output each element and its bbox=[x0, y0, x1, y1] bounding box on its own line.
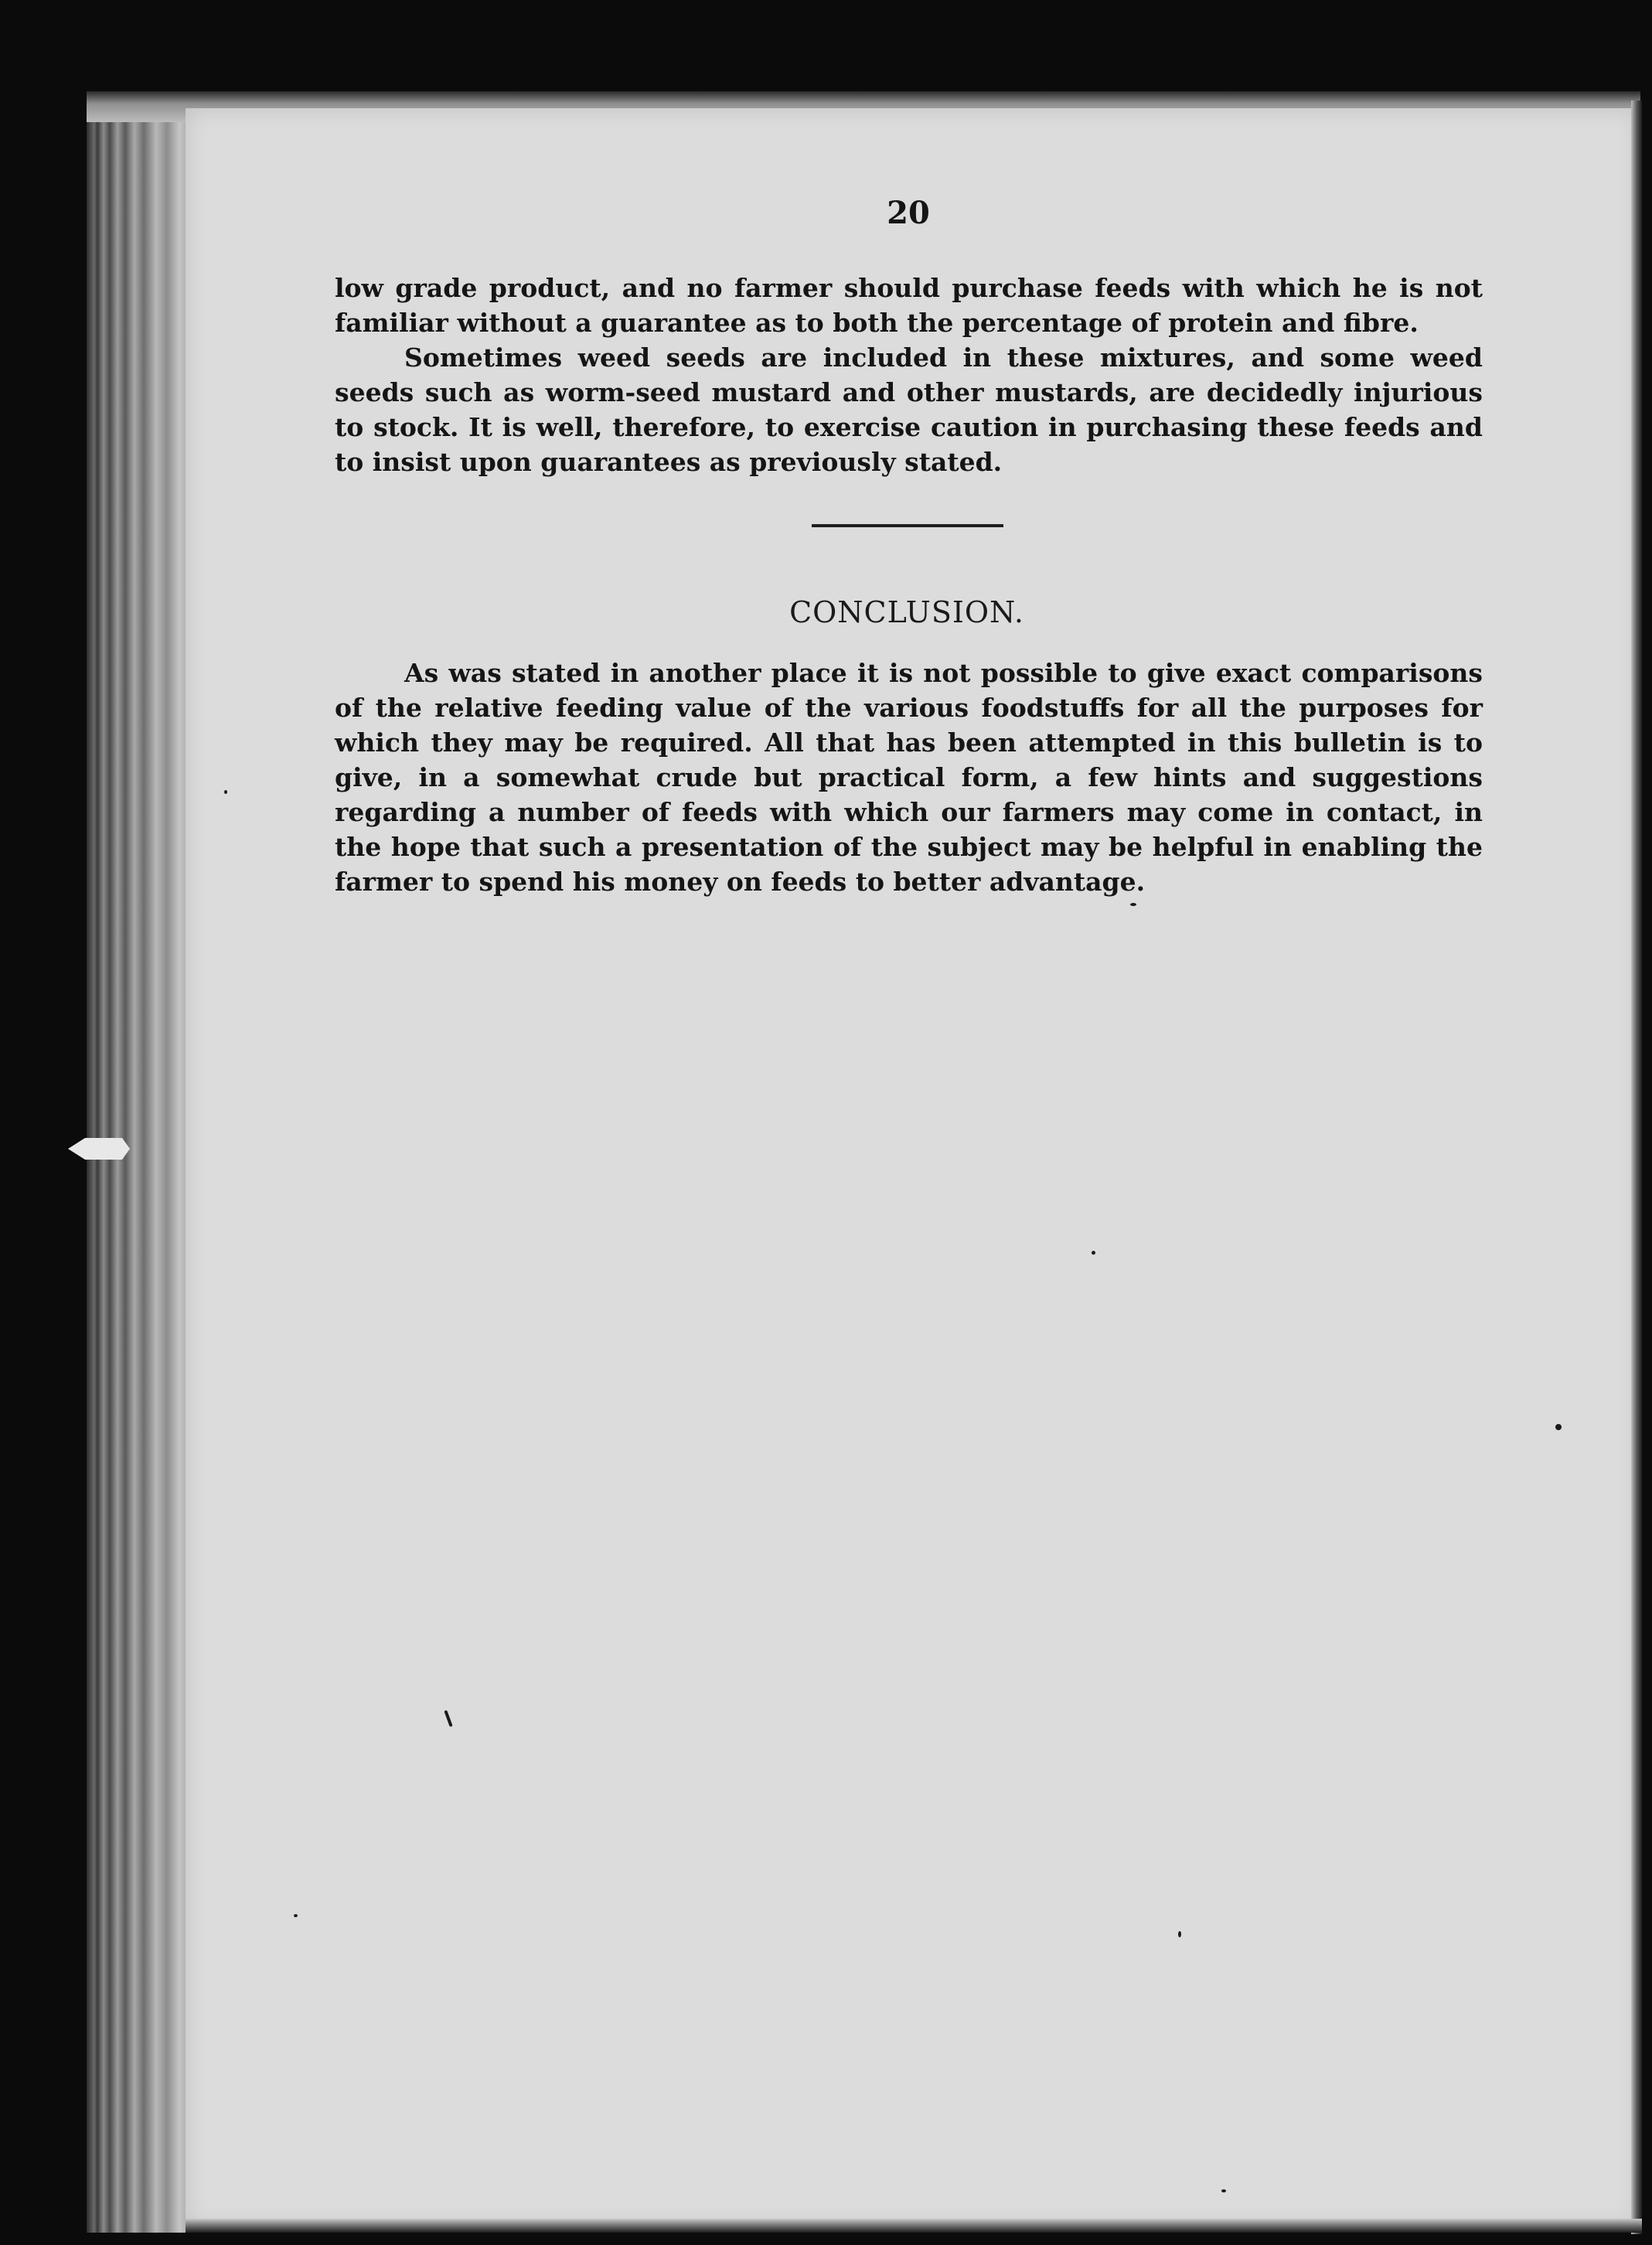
conclusion-text bbox=[335, 656, 1483, 899]
scan-speck bbox=[294, 1914, 298, 1917]
opening-text bbox=[335, 271, 1483, 479]
scan-speck bbox=[224, 790, 227, 794]
scan-speck bbox=[1221, 2189, 1226, 2192]
section-heading: CONCLUSION. bbox=[789, 595, 1024, 629]
page-bottom-shadow bbox=[186, 2219, 1642, 2233]
paper-clip-mark bbox=[68, 1135, 130, 1163]
section-divider bbox=[812, 524, 1003, 527]
paragraph-1: low grade product, and no farmer should purchase feeds with which he is not familiar without a guarantee as to both the percentage of protein and fibre. bbox=[335, 273, 1483, 338]
scan-speck bbox=[1555, 1424, 1562, 1430]
conclusion-paragraph: As was stated in another place it is not possible to give exact comparisons of the relative feeding value of the various foodstuffs for all the purposes for which they may be required. All that has been attempted in this bulletin is to give, in a somewhat crude but practical form, a few hints and suggestions regarding a number of feeds with which our farmers may come in contact, in the hope that such a presentation of the subject may be helpful in enabling the farmer to spend his money on feeds to better advantage. bbox=[335, 658, 1483, 897]
paragraph-2: Sometimes weed seeds are included in these mixtures, and some weed seeds such as worm-seed mustard and other mustards, are decidedly injurious to stock. It is well, therefore, to exercise caution in purchasing these feeds and to insist upon guarantees as previously stated. bbox=[335, 342, 1483, 477]
scan-speck bbox=[1178, 1931, 1181, 1937]
page-number: 20 bbox=[887, 195, 930, 231]
page-right-shadow bbox=[1631, 100, 1642, 2234]
scan-speck bbox=[1092, 1251, 1095, 1255]
scan-speck bbox=[1130, 903, 1136, 906]
